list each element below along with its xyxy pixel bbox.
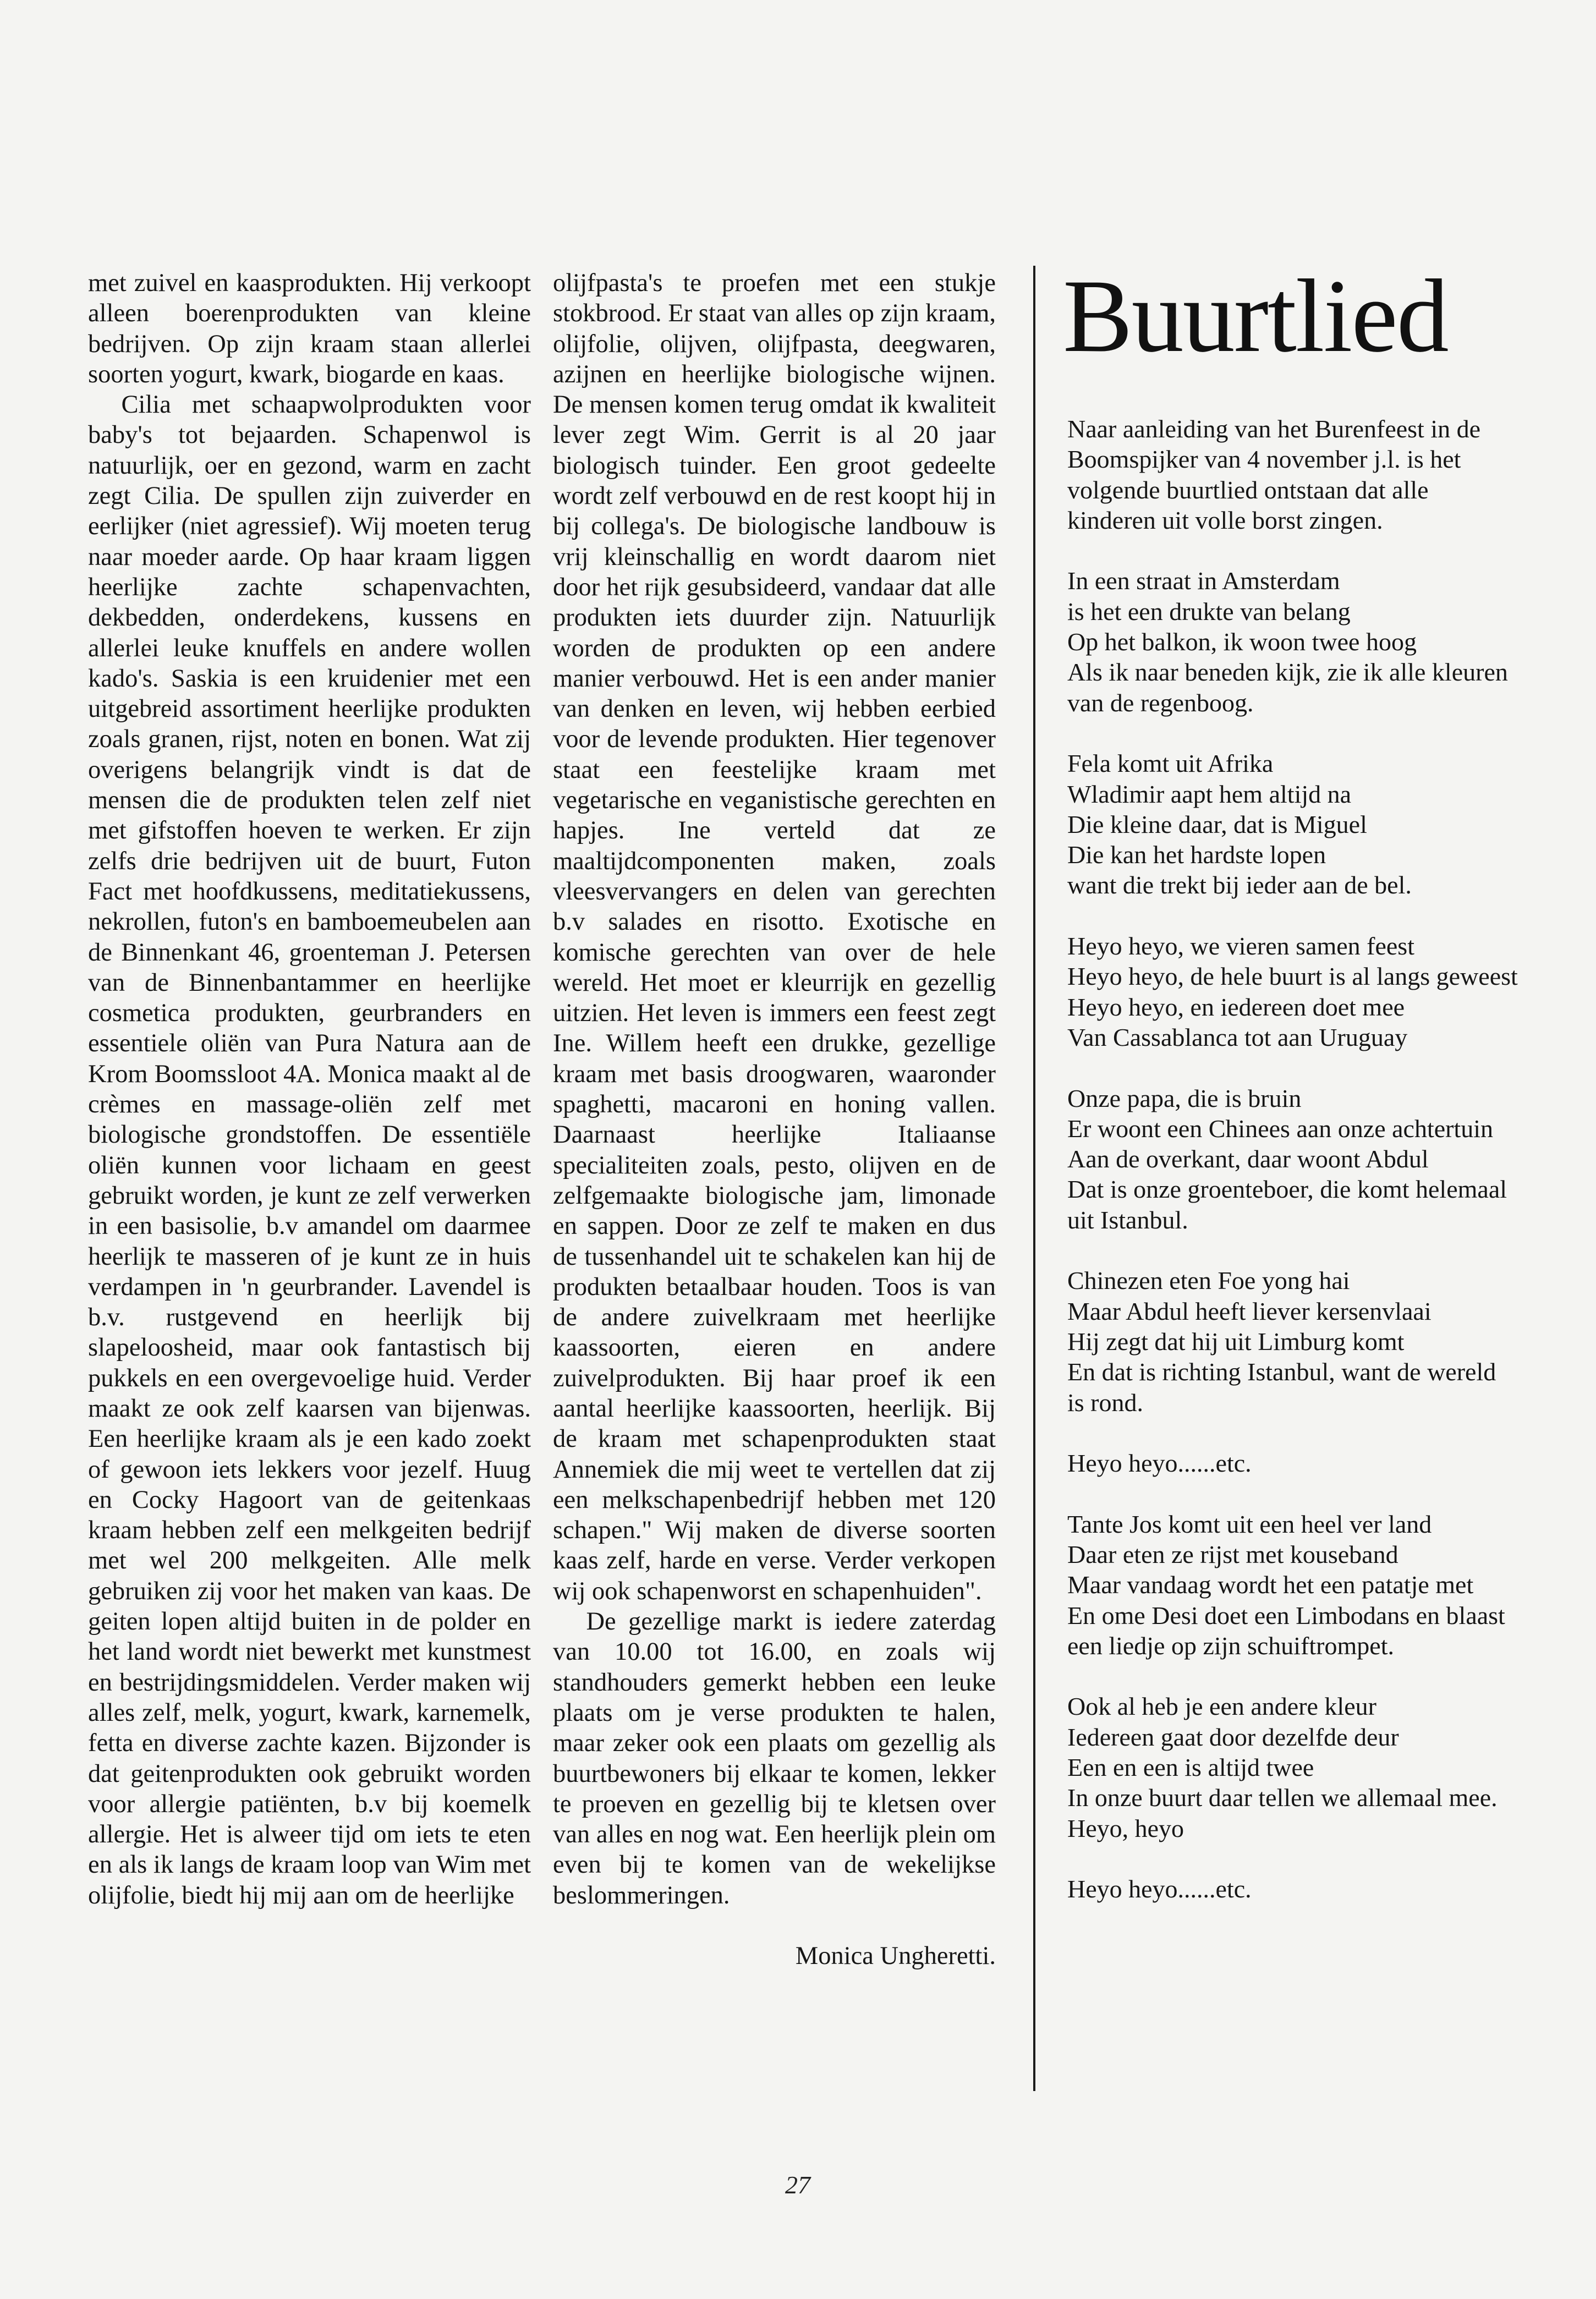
article-column-2	[553, 268, 996, 1971]
song-chorus	[1067, 931, 1518, 1052]
song-line: want die trekt bij ieder aan de bel.	[1067, 871, 1412, 899]
song-line: Hij zegt dat hij uit Limburg komt	[1067, 1327, 1405, 1356]
article-paragraph: met zuivel en kaasprodukten. Hij verkoopt alleen boerenprodukten van kleine bedrijven. Op zijn kraam staan allerlei soorten yogurt, kwark, biogarde en kaas.	[88, 269, 531, 388]
song-line: Van Cassablanca tot aan Uruguay	[1067, 1023, 1408, 1051]
song-stanza	[1067, 566, 1518, 717]
song-line: Onze papa, die is bruin	[1067, 1084, 1302, 1112]
song-line: Aan de overkant, daar woont Abdul	[1067, 1145, 1429, 1173]
song-stanza	[1067, 1265, 1518, 1417]
song-line: In een straat in Amsterdam	[1067, 567, 1340, 595]
song-line: een liedje op zijn schuiftrompet.	[1067, 1631, 1394, 1660]
song-line: Iedereen gaat door dezelfde deur	[1067, 1722, 1399, 1751]
song-refrain: Heyo heyo......etc.	[1067, 1875, 1252, 1903]
song-refrain: Heyo heyo......etc.	[1067, 1449, 1252, 1478]
song-line: Die kleine daar, dat is Miguel	[1067, 810, 1367, 838]
song-line: Daar eten ze rijst met kouseband	[1067, 1540, 1398, 1568]
song-line: Maar Abdul heeft liever kersenvlaai	[1067, 1297, 1432, 1325]
song-column	[1063, 259, 1518, 1935]
song-line: En dat is richting Istanbul, want de wereld is rond.	[1067, 1358, 1496, 1417]
song-line: Heyo heyo, en iedereen doet mee	[1067, 992, 1405, 1021]
song-stanza	[1067, 1509, 1518, 1661]
song-stanza	[1067, 1691, 1518, 1843]
song-line: Op het balkon, ik woon twee hoog	[1067, 628, 1417, 656]
page-number: 27	[785, 2171, 810, 2199]
article-signature: Monica Ungheretti.	[795, 1942, 996, 1971]
article-paragraph: De gezellige markt is iedere zaterdag van 10.00 tot 16.00, en zoals wij standhouders gemerkt hebben een leuke plaats om je verse produkten te halen, maar zeker ook een plaats om gezellig als buurtbewoners bij elkaar te komen, lekker te proeven en gezellig bij te kletsen over van alles en nog wat. Een heerlijk plein om even bij te komen van de wekelijkse beslommeringen.	[553, 1607, 996, 1910]
song-line: is het een drukte van belang	[1067, 597, 1351, 625]
song-intro: Naar aanleiding van het Burenfeest in de Boomspijker van 4 november j.l. is het volgende buurtlied ontstaan dat alle kinderen uit volle borst zingen.	[1067, 415, 1481, 534]
song-line: Die kan het hardste lopen	[1067, 841, 1326, 869]
column-divider	[1033, 266, 1035, 2091]
song-title: Buurtlied	[1063, 259, 1448, 374]
song-line: Wladimir aapt hem altijd na	[1067, 780, 1352, 808]
article-paragraph: olijfpasta's te proefen met een stukje stokbrood. Er staat van alles op zijn kraam, olijfolie, olijven, olijfpasta, deegwaren, azijnen en heerlijke biologische wijnen. De mensen komen terug omdat ik kwaliteit lever zegt Wim. Gerrit is al 20 jaar biologisch tuinder. Een groot gedeelte wordt zelf verbouwd en de rest koopt hij in bij collega's. De biologische landbouw is vrij kleinschallig en wordt daarom niet door het rijk gesubsideerd, vandaar dat alle produkten iets duurder zijn. Natuurlijk worden de produkten op een andere manier verbouwd. Het is een ander manier van denken en leven, wij hebben eerbied voor de levende produkten. Hier tegenover staat een feestelijke kraam met vegetarische en veganistische gerechten en hapjes. Ine verteld dat ze maaltijdcomponenten maken, zoals vleesvervangers en delen van gerechten b.v salades en risotto. Exotische en komische gerechten van over de hele wereld. Het moet er kleurrijk en gezellig uitzien. Het leven is immers een feest zegt Ine. Willem heeft een drukke, gezellige kraam met basis droogwaren, waaronder spaghetti, macaroni en honing vallen. Daarnaast heerlijke Italiaanse specialiteiten zoals, pesto, olijven en de zelfgemaakte biologische jam, limonade en sappen. Door ze zelf te maken en dus de tussenhandel uit te schakelen kan hij de produkten betaalbaar houden. Toos is van de andere zuivelkraam met heerlijke kaassoorten, eieren en andere zuivelprodukten. Bij haar proef ik een aantal heerlijke kaassoorten, heerlijk. Bij de kraam met schapenprodukten staat Annemiek die mij weet te vertellen dat zij een melkschapenbedrijf hebben met 120 schapen." Wij maken de diverse soorten kaas zelf, harde en verse. Verder verkopen wij ook schapenworst en schapenhuiden".	[553, 269, 996, 1605]
song-line: In onze buurt daar tellen we allemaal mee. Heyo, heyo	[1067, 1784, 1498, 1842]
song-stanza	[1067, 748, 1518, 900]
song-line: En ome Desi doet een Limbodans en blaast	[1067, 1601, 1505, 1629]
song-line: Dat is onze groenteboer, die komt helemaal uit Istanbul.	[1067, 1175, 1507, 1234]
song-line: Als ik naar beneden kijk, zie ik alle kleuren van de regenboog.	[1067, 658, 1508, 717]
song-line: Een en een is altijd twee	[1067, 1753, 1314, 1782]
song-line: Tante Jos komt uit een heel ver land	[1067, 1510, 1432, 1538]
song-stanza	[1067, 1083, 1518, 1235]
song-line: Heyo heyo, we vieren samen feest	[1067, 932, 1414, 961]
song-line: Ook al heb je een andere kleur	[1067, 1692, 1376, 1721]
article-column-1	[88, 268, 531, 1911]
song-line: Er woont een Chinees aan onze achtertuin	[1067, 1114, 1494, 1143]
song-line: Fela komt uit Afrika	[1067, 749, 1274, 778]
song-line: Maar vandaag wordt het een patatje met	[1067, 1571, 1474, 1599]
song-line: Chinezen eten Foe yong hai	[1067, 1266, 1350, 1295]
song-line: Heyo heyo, de hele buurt is al langs geweest	[1067, 962, 1518, 991]
article-paragraph: Cilia met schaapwolprodukten voor baby's tot bejaarden. Schapenwol is natuurlijk, oer en gezond, warm en zacht zegt Cilia. De spullen zijn zuiverder en eerlijker (niet agressief). Wij moeten terug naar moeder aarde. Op haar kraam liggen heerlijke zachte schapenvachten, dekbedden, onderdekens, kussens en allerlei leuke knuffels en andere wollen kado's. Saskia is een kruidenier met een uitgebreid assortiment heerlijke produkten zoals granen, rijst, noten en bonen. Wat zij overigens belangrijk vindt is dat de mensen die de produkten telen zelf niet met gifstoffen hoeven te werken. Er zijn zelfs drie bedrijven uit de buurt, Futon Fact met hoofdkussens, meditatiekussens, nekrollen, futon's en bamboemeubelen aan de Binnenkant 46, groenteman J. Petersen van de Binnenbantammer en heerlijke cosmetica produkten, geurbranders en essentiele oliën van Pura Natura aan de Krom Boomssloot 4A. Monica maakt al de crèmes en massage-oliën zelf met biologische grondstoffen. De essentiële oliën kunnen voor lichaam en geest gebruikt worden, je kunt ze zelf verwerken in een basisolie, b.v amandel om daarmee heerlijk te masseren of je kunt ze in huis verdampen in 'n geurbrander. Lavendel is b.v. rustgevend en heerlijk bij slapeloosheid, maar ook fantastisch bij pukkels en een overgevoelige huid. Verder maakt ze ook zelf kaarsen van bijenwas. Een heerlijke kraam als je een kado zoekt of gewoon iets lekkers voor jezelf. Huug en Cocky Hagoort van de geitenkaas kraam hebben zelf een melkgeiten bedrijf met wel 200 melkgeiten. Alle melk gebruiken zij voor het maken van kaas. De geiten lopen altijd buiten in de polder en het land wordt niet bewerkt met kunstmest en bestrijdingsmiddelen. Verder maken wij alles zelf, melk, yogurt, kwark, karnemelk, fetta en diverse zachte kazen. Bijzonder is dat geitenprodukten ook gebruikt worden voor allergie patiënten, b.v bij koemelk allergie. Het is alweer tijd om iets te eten en als ik langs de kraam loop van Wim met olijfolie, biedt hij mij aan om de heerlijke	[88, 391, 531, 1910]
